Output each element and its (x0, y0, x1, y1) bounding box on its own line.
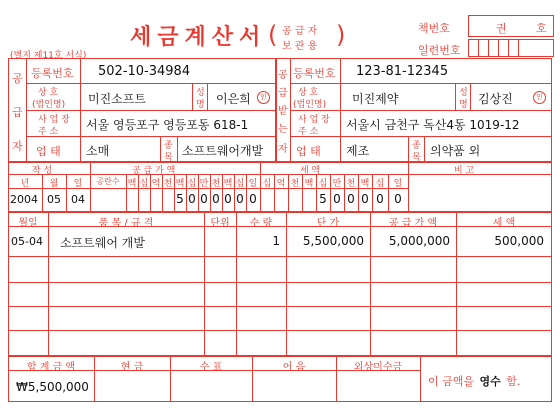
year-header: 년 (20, 179, 30, 189)
items-header-name: 품 목 / 규 격 (98, 218, 154, 229)
buyer-reg-number: 123-81-12345 (356, 64, 449, 79)
blank-count-header: 공란수 (96, 177, 120, 186)
tax-digit-label: 십 (375, 179, 385, 189)
supplier-rep-name: 이은희 (216, 92, 251, 106)
buyer-rep-label-2: 명 (459, 100, 468, 110)
tax-digit-label: 천 (346, 179, 356, 189)
supplier-side-char-2: 급 (12, 106, 23, 119)
buyer-biz-type: 제조 (346, 144, 370, 158)
items-header-price: 단 가 (316, 218, 340, 229)
written-date-header: 작 성 (32, 166, 53, 176)
items-header-tax: 세 액 (492, 218, 516, 229)
supplier-rep-label-2: 명 (196, 100, 205, 110)
supplier-item: 소프트웨어개발 (182, 144, 264, 158)
tax-digit-label: 십 (318, 179, 328, 189)
buyer-item-label-2: 목 (412, 153, 421, 163)
supply-digit-value: 0 (212, 192, 220, 206)
tax-digit-value: 0 (394, 192, 402, 206)
item-price: 5,500,000 (302, 234, 364, 248)
supply-digit-value: 5 (176, 192, 184, 206)
buyer-rep-name: 김상진 (478, 92, 513, 106)
copy-type-supplier: 공 급 자 (282, 26, 318, 37)
buyer-side-char-3: 받 (278, 106, 288, 117)
written-day: 04 (71, 193, 85, 206)
supplier-name: 미진소프트 (88, 92, 146, 106)
buyer-addr-label-1: 사 업 장 (298, 115, 330, 125)
item-date: 05-04 (11, 235, 43, 248)
tax-digit-value: 0 (361, 192, 369, 206)
supply-digit-label: 억 (151, 179, 161, 189)
copy-bracket-open: ( (268, 21, 278, 49)
supply-digit-label: 만 (199, 179, 209, 189)
buyer-item-label-1: 종 (412, 141, 421, 151)
tax-digit-value: 0 (376, 192, 384, 206)
supply-digit-label: 천 (163, 179, 173, 189)
book-number-box (468, 15, 554, 37)
invoice-title: 세금계산서 (130, 25, 267, 50)
supply-digit-label: 십 (235, 179, 245, 189)
total-amount: ₩5,500,000 (16, 380, 89, 394)
tax-digit-label: 백 (360, 179, 370, 189)
receipt-prefix: 이 금액을 (428, 375, 475, 388)
supplier-name-label-1: 상 호 (38, 88, 59, 98)
supplier-side-char-3: 자 (12, 140, 23, 153)
buyer-addr-label-2: 주 소 (298, 127, 319, 137)
buyer-name-label-2: (법인명) (293, 100, 327, 110)
cash-label: 현 금 (120, 362, 144, 373)
buyer-reg-label: 등록번호 (293, 67, 336, 80)
written-month: 05 (47, 193, 61, 206)
supply-digit-value: 0 (236, 192, 244, 206)
items-header-date: 월일 (18, 218, 38, 229)
serial-number-label: 일련번호 (418, 44, 461, 57)
supply-digit-label: 십 (187, 179, 197, 189)
serial-number-box (468, 39, 554, 57)
supply-digit-value: 0 (188, 192, 196, 206)
tax-digit-label: 천 (290, 179, 300, 189)
buyer-seal-icon: 인 (533, 91, 546, 104)
supply-digit-label: 일 (248, 179, 258, 189)
buyer-item: 의약품 외 (430, 144, 481, 158)
supplier-side-char-1: 공 (12, 72, 23, 85)
supplier-rep-label-1: 성 (196, 88, 205, 98)
tax-digit-label: 일 (393, 179, 403, 189)
buyer-side-char-5: 자 (278, 144, 288, 155)
supplier-address: 서울 영등포구 영등포동 618-1 (86, 118, 249, 132)
supplier-item-label-2: 목 (164, 153, 173, 163)
tax-digit-value: 0 (347, 192, 355, 206)
supplier-addr-label-2: 주 소 (38, 127, 59, 137)
supply-digit-value: 0 (249, 192, 257, 206)
tax-digit-label: 십 (262, 179, 272, 189)
buyer-biz-label: 업 태 (296, 145, 321, 158)
total-amount-label: 합 계 금 액 (26, 362, 76, 373)
tax-digit-label: 백 (304, 179, 314, 189)
supplier-reg-label: 등록번호 (31, 67, 74, 80)
receipt-status: 영수 (479, 375, 501, 388)
supply-digit-value: 0 (200, 192, 208, 206)
book-unit-number: 호 (536, 22, 547, 35)
items-header-supply: 공 급 가 액 (388, 218, 438, 229)
month-header: 월 (49, 179, 59, 189)
book-number-label: 책번호 (418, 22, 450, 35)
supply-digit-label: 천 (211, 179, 221, 189)
day-header: 일 (73, 179, 83, 189)
tax-digit-value: 5 (319, 192, 327, 206)
items-header-unit: 단위 (210, 218, 230, 229)
receipt-suffix: 함. (506, 375, 521, 388)
check-label: 수 표 (199, 362, 223, 373)
buyer-name-label-1: 상 호 (298, 88, 319, 98)
supply-amount-header: 공 급 가 액 (132, 166, 176, 176)
buyer-side-char-4: 는 (278, 124, 288, 135)
item-name: 소프트웨어 개발 (60, 236, 145, 250)
item-tax: 500,000 (494, 234, 544, 248)
supplier-seal-icon: 인 (257, 91, 270, 104)
item-supply: 5,000,000 (388, 234, 450, 248)
supplier-reg-number: 502-10-34984 (98, 64, 191, 79)
written-year: 2004 (10, 193, 38, 206)
copy-bracket-close: ) (336, 21, 346, 49)
supply-digit-label: 백 (127, 179, 137, 189)
supplier-biz-label: 업 태 (36, 145, 61, 158)
supplier-name-label-2: (법인명) (32, 100, 66, 110)
receipt-statement (428, 373, 520, 389)
supply-digit-label: 백 (175, 179, 185, 189)
buyer-side-char-1: 공 (278, 70, 288, 81)
supply-digit-value: 0 (224, 192, 232, 206)
buyer-address: 서울시 금천구 독산4동 1019-12 (346, 118, 520, 132)
supply-digit-label: 백 (223, 179, 233, 189)
item-qty: 1 (272, 234, 280, 248)
supplier-item-label-1: 종 (164, 141, 173, 151)
buyer-rep-label-1: 성 (459, 88, 468, 98)
items-header-qty: 수 량 (249, 218, 273, 229)
form-number: (별지 제11호 서식) (10, 51, 87, 61)
bill-label: 어 음 (282, 362, 306, 373)
supply-digit-label: 십 (139, 179, 149, 189)
tax-digit-label: 억 (276, 179, 286, 189)
supplier-biz-type: 소매 (86, 144, 110, 158)
book-unit-volume: 권 (496, 22, 507, 35)
note-header: 비 고 (454, 166, 475, 176)
tax-digit-value: 0 (333, 192, 341, 206)
tax-amount-header: 세 액 (300, 166, 321, 176)
credit-label: 외상미수금 (353, 362, 403, 373)
copy-type-keep: 보 관 용 (282, 41, 318, 52)
buyer-side-char-2: 급 (278, 88, 288, 99)
tax-digit-label: 만 (332, 179, 342, 189)
buyer-name: 미진제약 (352, 92, 399, 106)
supplier-addr-label-1: 사 업 장 (38, 115, 70, 125)
